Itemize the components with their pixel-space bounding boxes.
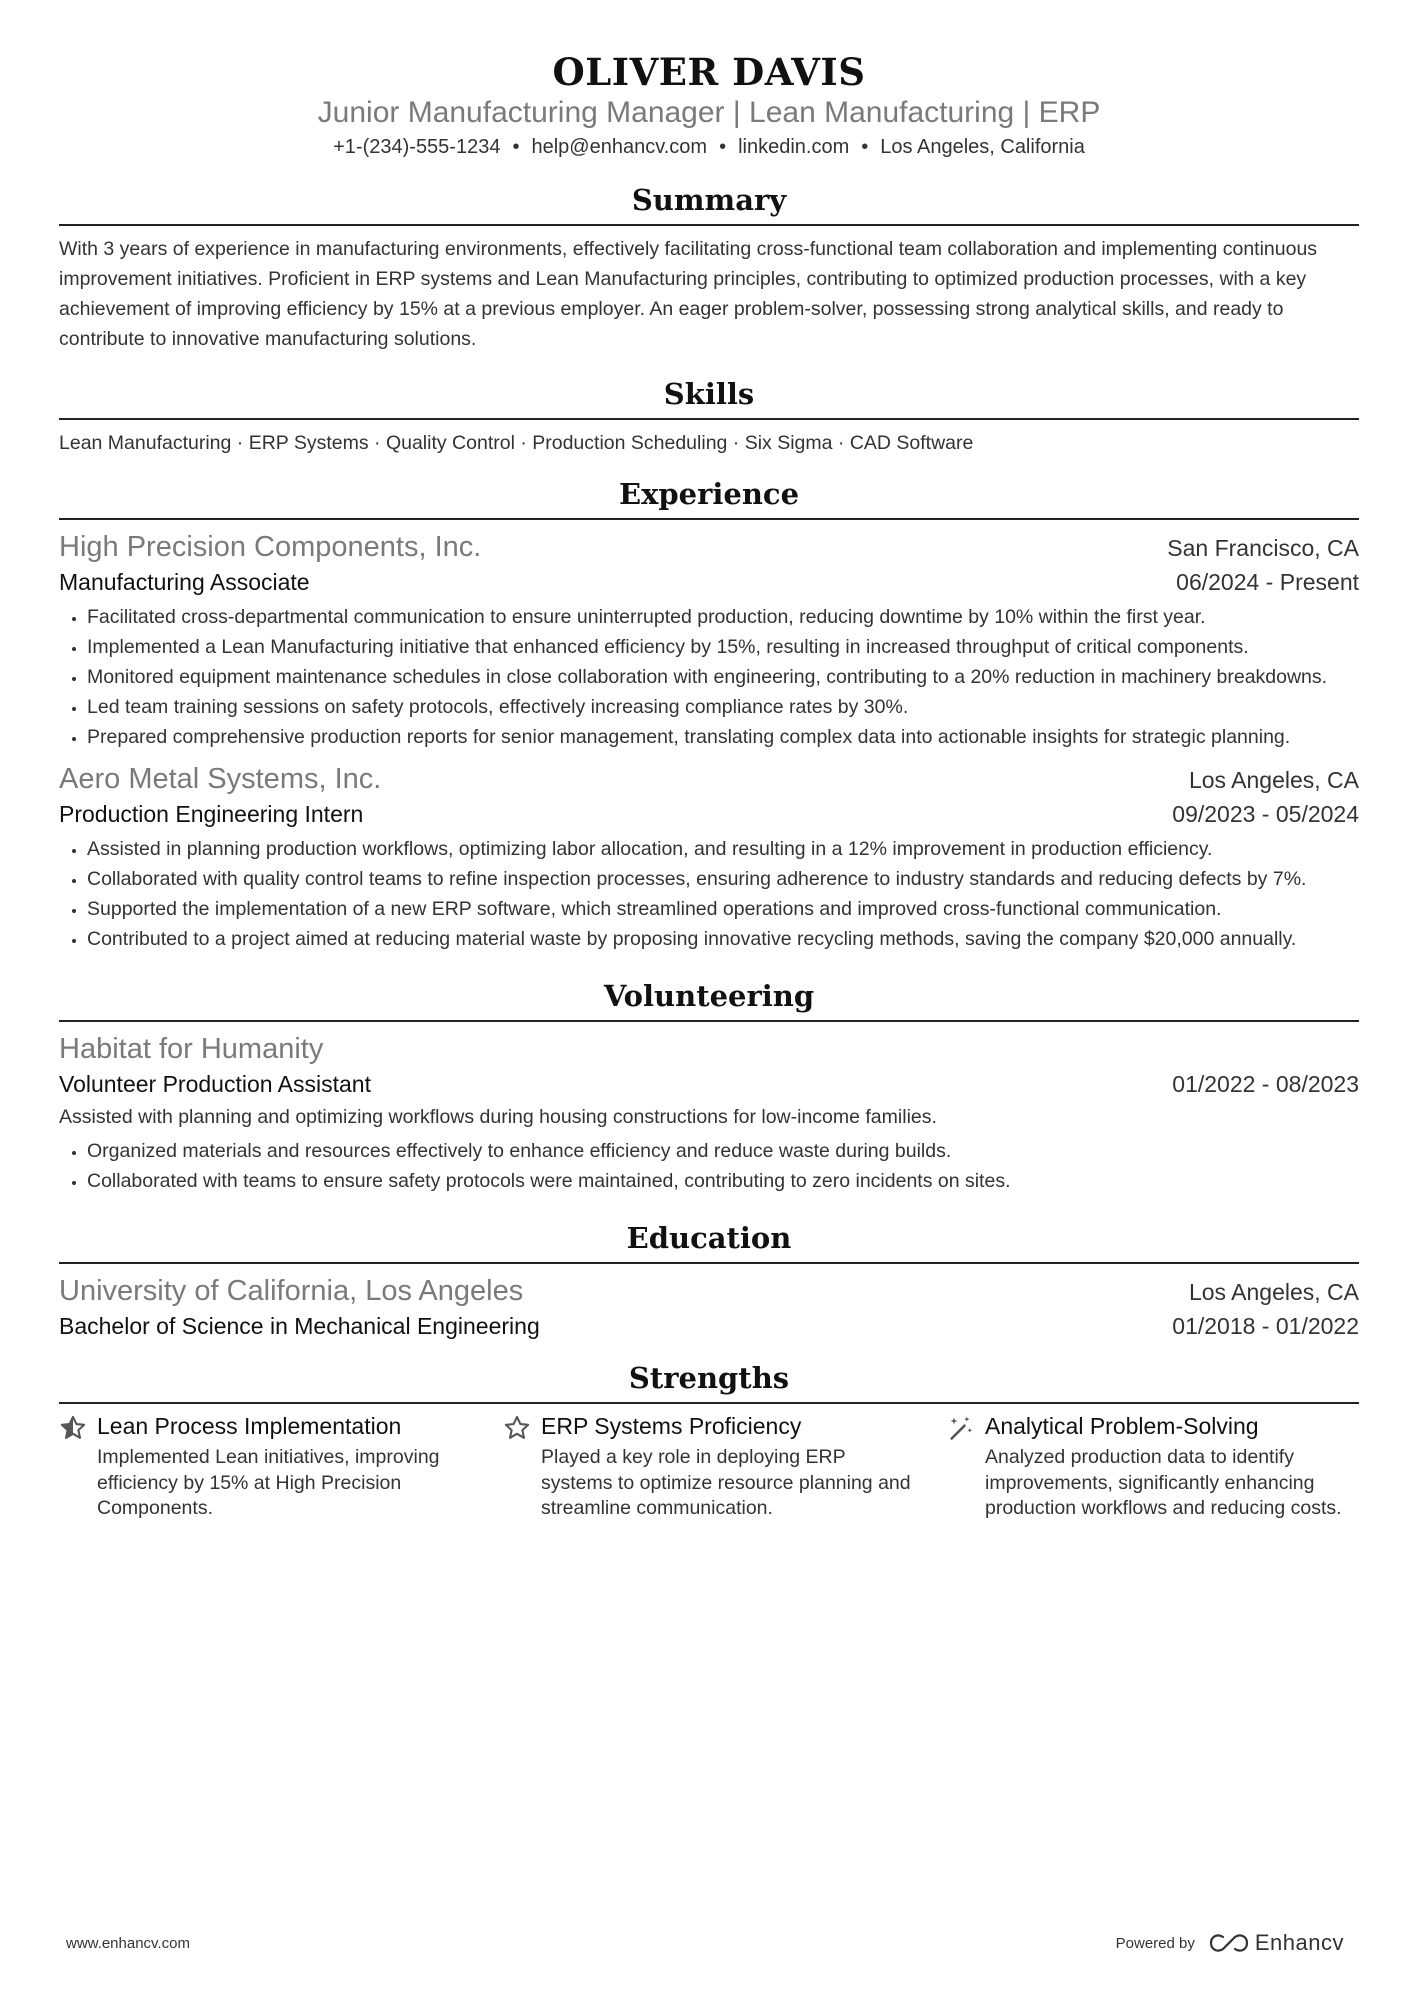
education-entry (59, 1272, 1359, 1342)
separator-dot: • (719, 136, 727, 158)
skills-section (59, 374, 1359, 458)
enhancv-logo-icon (1209, 1932, 1249, 1954)
school-location: Los Angeles, CA (1188, 1279, 1359, 1305)
separator-dot: • (512, 136, 520, 158)
volunteering-section (59, 976, 1359, 1196)
bullet-item: • Led team training sessions on safety protocols, effectively increasing compliance rates by 30%. (87, 692, 1359, 722)
job-title: Manufacturing Associate (59, 569, 310, 595)
powered-by-label: Powered by (1115, 1934, 1195, 1952)
job-dates: 09/2023 - 05/2024 (1172, 801, 1359, 827)
bullet-item: • Monitored equipment maintenance schedules in close collaboration with engineering, contributing to a 20% reduction in machinery breakdowns. (87, 662, 1359, 692)
bullet-item: • Implemented a Lean Manufacturing initiative that enhanced efficiency by 15%, resulting in increased throughput of critical components. (87, 632, 1359, 662)
job-bullets (59, 834, 1359, 954)
job-dates: 06/2024 - Present (1176, 569, 1359, 595)
resume-header (59, 0, 1359, 162)
bullet-item: • Organized materials and resources effectively to enhance efficiency and reduce waste during builds. (87, 1136, 1359, 1166)
volunteer-description: Assisted with planning and optimizing workflows during housing constructions for low-income families. (59, 1106, 937, 1128)
strength-description: Played a key role in deploying ERP systems to optimize resource planning and streamline communication. (541, 1446, 911, 1519)
education-section (59, 1218, 1359, 1342)
job-location: San Francisco, CA (1167, 535, 1359, 561)
section-heading-strengths: Strengths (59, 1358, 1359, 1404)
volunteer-dates: 01/2022 - 08/2023 (1172, 1071, 1359, 1097)
volunteering-entry (59, 1030, 1359, 1196)
contact-location: Los Angeles, California (880, 136, 1085, 158)
contact-phone: +1-(234)-555-1234 (333, 136, 501, 158)
bullet-item: • Facilitated cross-departmental communication to ensure uninterrupted production, reducing downtime by 10% within the first year. (87, 602, 1359, 632)
star-outline-icon (503, 1410, 541, 1522)
volunteer-bullets (59, 1136, 1359, 1196)
strength-description: Analyzed production data to identify improvements, significantly enhancing production workflows and reducing costs. (985, 1446, 1342, 1519)
summary-text: With 3 years of experience in manufacturing environments, effectively facilitating cross-functional team collaboration and implementing continuous improvement initiatives. Proficient in ERP systems and Lean Manufacturing principles, contributing to optimized production processes, with a key achievement of improving efficiency by 15% at a previous employer. An eager problem-solver, possessing strong analytical skills, and ready to contribute to innovative manufacturing solutions. (59, 238, 1318, 350)
job-location: Los Angeles, CA (1188, 767, 1359, 793)
education-dates: 01/2018 - 01/2022 (1172, 1313, 1359, 1339)
company-name: Aero Metal Systems, Inc. (59, 763, 382, 795)
brand-name: Enhancv (1254, 1930, 1344, 1955)
job-bullets (59, 602, 1359, 752)
star-half-icon (59, 1410, 97, 1522)
candidate-title: Junior Manufacturing Manager | Lean Manufacturing | ERP (317, 96, 1101, 129)
strengths-section (59, 1358, 1359, 1522)
strengths-grid (59, 1410, 1359, 1522)
page-footer (66, 1930, 1344, 1956)
strength-item (503, 1410, 915, 1522)
footer-website[interactable]: www.enhancv.com (66, 1934, 190, 1952)
degree: Bachelor of Science in Mechanical Engineering (59, 1313, 540, 1339)
candidate-name: OLIVER DAVIS (552, 50, 866, 94)
powered-by (1116, 1930, 1344, 1956)
strength-title: Analytical Problem-Solving (985, 1413, 1259, 1439)
resume-page (59, 0, 1359, 1522)
strength-item (59, 1410, 471, 1522)
bullet-item: • Supported the implementation of a new ERP software, which streamlined operations and improved cross-functional communication. (87, 894, 1359, 924)
bullet-item: • Collaborated with teams to ensure safety protocols were maintained, contributing to zero incidents on sites. (87, 1166, 1359, 1196)
separator-dot: • (861, 136, 869, 158)
contact-email[interactable]: help@enhancv.com (531, 136, 708, 158)
magic-wand-icon (947, 1410, 985, 1522)
contact-line (59, 132, 1359, 162)
section-heading-experience: Experience (59, 474, 1359, 520)
strength-item (947, 1410, 1359, 1522)
bullet-item: • Collaborated with quality control teams to refine inspection processes, ensuring adherence to industry standards and reducing defects by 7%. (87, 864, 1359, 894)
bullet-item: • Contributed to a project aimed at reducing material waste by proposing innovative recycling methods, saving the company $20,000 annually. (87, 924, 1359, 954)
volunteer-org: Habitat for Humanity (59, 1033, 324, 1065)
experience-entry (59, 760, 1359, 954)
contact-linkedin[interactable]: linkedin.com (738, 136, 850, 158)
section-heading-skills: Skills (59, 374, 1359, 420)
experience-section (59, 474, 1359, 954)
section-heading-volunteering: Volunteering (59, 976, 1359, 1022)
skills-list: Lean Manufacturing · ERP Systems · Quality Control · Production Scheduling · Six Sigma · CAD Software (59, 432, 974, 454)
school-name: University of California, Los Angeles (59, 1275, 524, 1307)
strength-title: Lean Process Implementation (97, 1413, 402, 1439)
strength-title: ERP Systems Proficiency (541, 1413, 802, 1439)
experience-entry (59, 528, 1359, 752)
volunteer-role: Volunteer Production Assistant (59, 1071, 371, 1097)
enhancv-logo[interactable] (1209, 1930, 1344, 1956)
strength-description: Implemented Lean initiatives, improving efficiency by 15% at High Precision Components. (97, 1446, 440, 1519)
bullet-item: • Prepared comprehensive production reports for senior management, translating complex data into actionable insights for strategic planning. (87, 722, 1359, 752)
section-heading-education: Education (59, 1218, 1359, 1264)
job-title: Production Engineering Intern (59, 801, 364, 827)
section-heading-summary: Summary (59, 180, 1359, 226)
company-name: High Precision Components, Inc. (59, 531, 482, 563)
bullet-item: • Assisted in planning production workflows, optimizing labor allocation, and resulting in a 12% improvement in production efficiency. (87, 834, 1359, 864)
summary-section (59, 180, 1359, 354)
